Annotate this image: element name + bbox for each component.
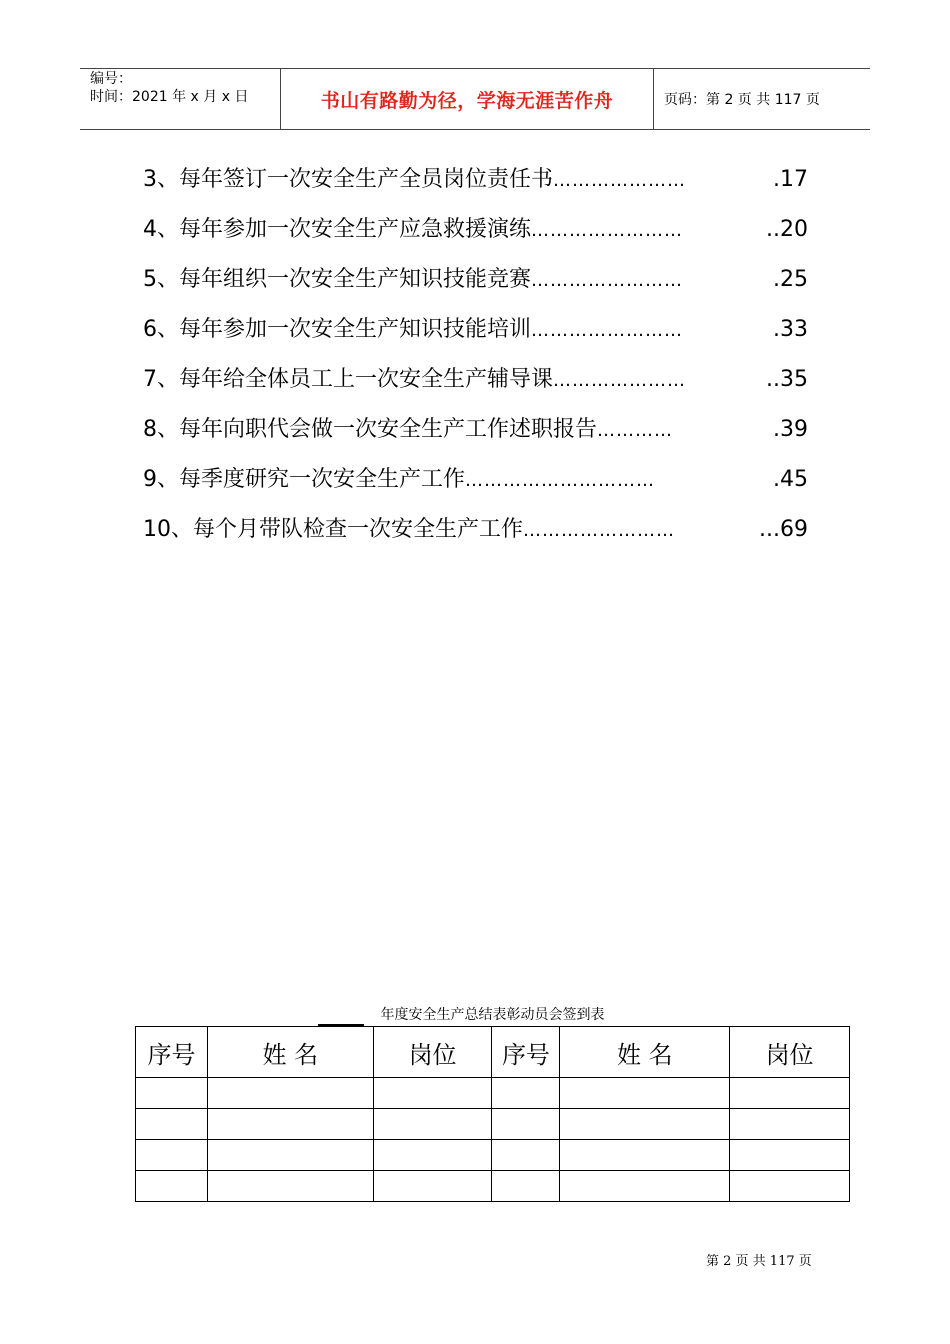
toc-leader-dots: ………………… [553,170,686,191]
toc-item-title: 7、每年给全体员工上一次安全生产辅导课 [143,367,553,392]
toc-item-title: 5、每年组织一次安全生产知识技能竞赛 [143,267,531,292]
toc-item-title: 9、每季度研究一次安全生产工作 [143,467,465,492]
table-cell[interactable] [730,1140,850,1171]
toc-leader-dots: …………………… [531,320,683,341]
sign-table-caption: 年度安全生产总结表彰动员会签到表 [380,1007,605,1023]
table-row [136,1109,850,1140]
header-cell-name: 姓 名 [560,1027,730,1078]
table-cell[interactable] [730,1109,850,1140]
page-footer: 第 2 页 共 117 页 [706,1254,812,1269]
table-cell[interactable] [492,1078,560,1109]
toc-item-page: .45 [773,467,808,492]
toc-item[interactable] [143,460,808,510]
toc-item[interactable] [143,310,808,360]
table-cell[interactable] [207,1171,373,1202]
table-row [136,1140,850,1171]
page-header [80,68,870,130]
table-header-row [136,1027,850,1078]
table-cell[interactable] [560,1078,730,1109]
toc-item[interactable] [143,510,808,560]
toc-item-page: .17 [773,167,808,192]
toc-item[interactable] [143,360,808,410]
header-cell-position: 岗位 [730,1027,850,1078]
toc-item[interactable] [143,410,808,460]
header-cell-seq: 序号 [136,1027,208,1078]
toc-leader-dots: …………………… [523,520,675,541]
header-meta [80,69,281,129]
time-label: 时间：2021 年 x 月 x 日 [90,89,249,105]
table-of-contents [143,160,808,560]
toc-item-page: .33 [773,317,808,342]
code-label: 编号： [90,71,132,87]
table-cell[interactable] [136,1109,208,1140]
table-cell[interactable] [492,1109,560,1140]
toc-item-title: 3、每年签订一次安全生产全员岗位责任书 [143,167,553,192]
table-cell[interactable] [136,1078,208,1109]
table-cell[interactable] [373,1078,492,1109]
motto: 书山有路勤为径，学海无涯苦作舟 [320,89,614,112]
table-cell[interactable] [492,1140,560,1171]
table-row [136,1078,850,1109]
table-row [136,1171,850,1202]
sign-in-table [135,1026,850,1202]
toc-item-page: ..20 [766,217,808,242]
header-cell-name: 姓 名 [207,1027,373,1078]
toc-leader-dots: ………………………… [465,470,655,491]
table-cell[interactable] [207,1109,373,1140]
toc-item[interactable] [143,210,808,260]
table-cell[interactable] [560,1171,730,1202]
table-cell[interactable] [560,1109,730,1140]
table-cell[interactable] [492,1171,560,1202]
header-cell-seq: 序号 [492,1027,560,1078]
table-cell[interactable] [207,1078,373,1109]
header-cell-position: 岗位 [373,1027,492,1078]
toc-item-title: 8、每年向职代会做一次安全生产工作述职报告 [143,417,597,442]
toc-item-title: 4、每年参加一次安全生产应急救援演练 [143,217,531,242]
header-motto-cell [281,69,654,129]
toc-item[interactable] [143,260,808,310]
toc-item-page: ...69 [759,517,808,542]
table-cell[interactable] [730,1078,850,1109]
toc-item[interactable] [143,160,808,210]
toc-leader-dots: ………… [597,420,673,441]
toc-leader-dots: …………………… [531,220,683,241]
table-cell[interactable] [207,1140,373,1171]
toc-leader-dots: ………………… [553,370,686,391]
table-cell[interactable] [560,1140,730,1171]
header-page-cell [654,69,870,129]
toc-item-page: .25 [773,267,808,292]
page-info: 页码：第 2 页 共 117 页 [664,92,820,108]
toc-item-title: 6、每年参加一次安全生产知识技能培训 [143,317,531,342]
toc-item-page: ..35 [766,367,808,392]
table-cell[interactable] [373,1171,492,1202]
toc-item-title: 10、每个月带队检查一次安全生产工作 [143,517,523,542]
table-cell[interactable] [730,1171,850,1202]
toc-item-page: .39 [773,417,808,442]
table-cell[interactable] [136,1140,208,1171]
table-cell[interactable] [373,1109,492,1140]
toc-leader-dots: …………………… [531,270,683,291]
table-cell[interactable] [373,1140,492,1171]
table-cell[interactable] [136,1171,208,1202]
